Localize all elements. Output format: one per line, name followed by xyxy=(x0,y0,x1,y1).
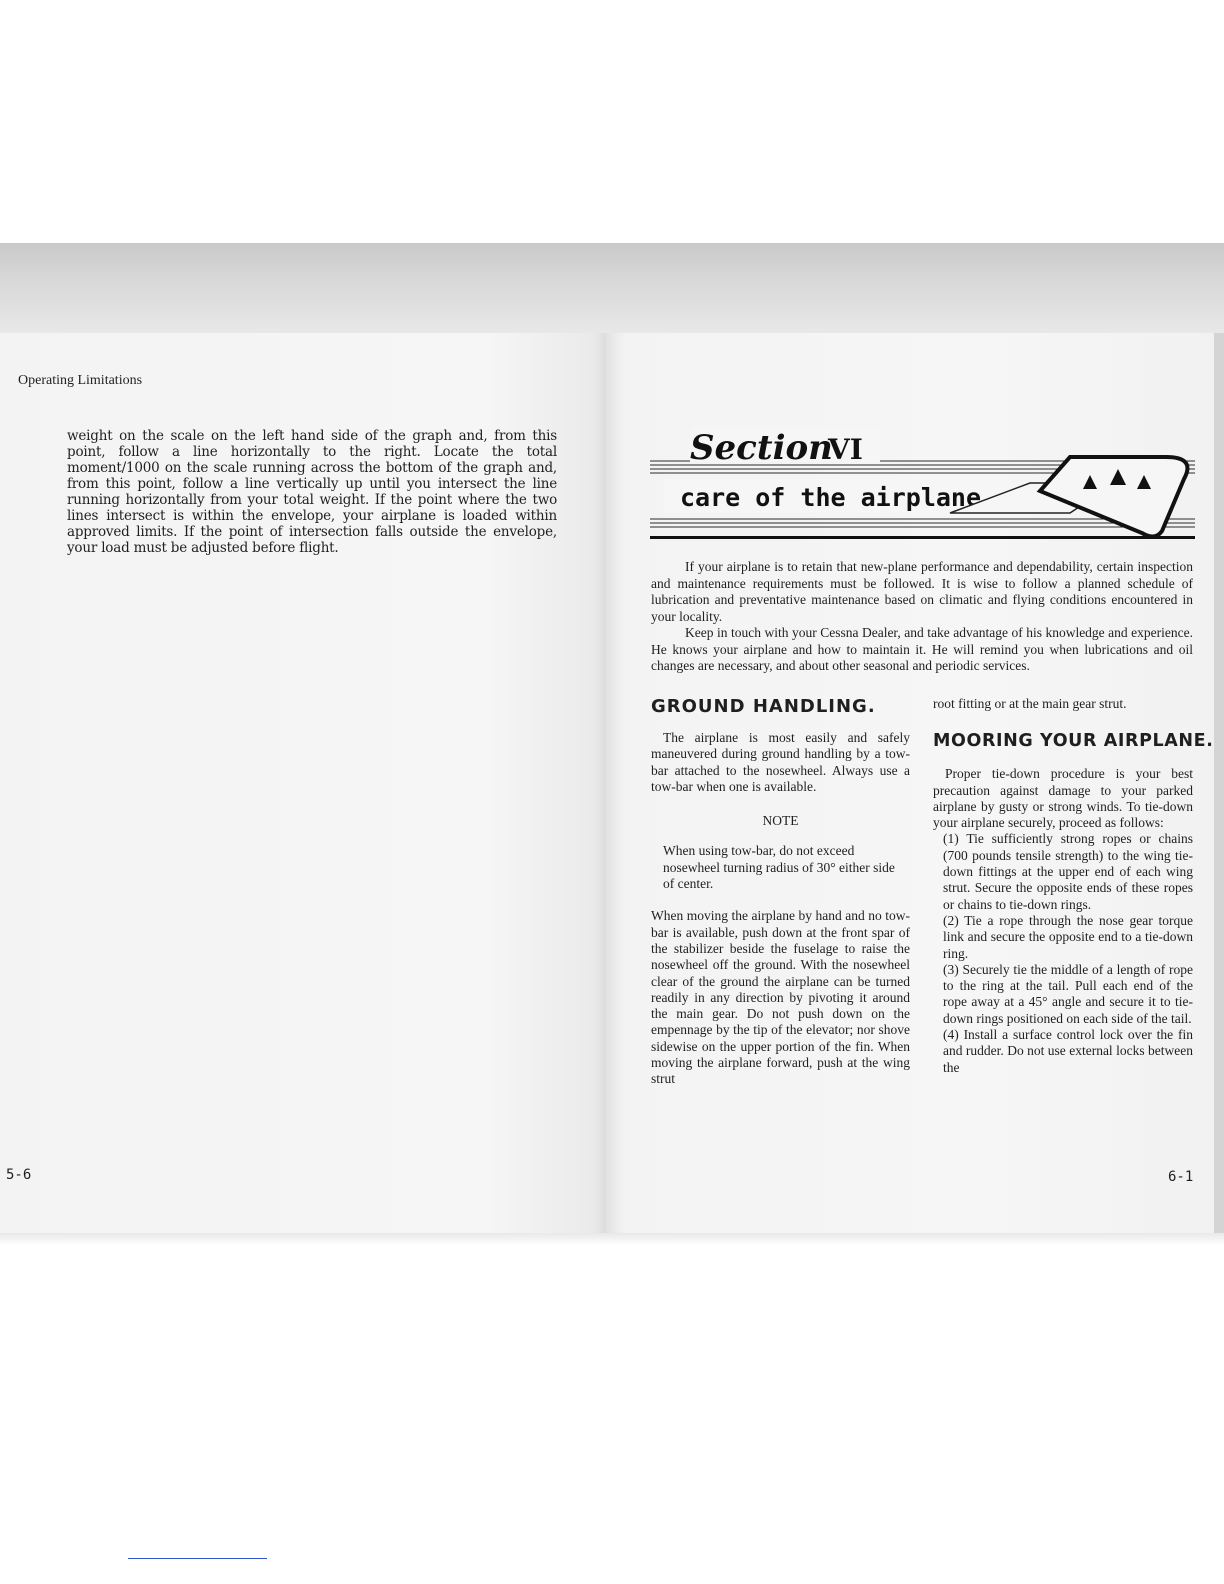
mooring-heading: MOORING YOUR AIRPLANE. xyxy=(933,731,1214,752)
scanned-spread xyxy=(0,243,1224,1245)
section-numeral: VI xyxy=(828,433,863,466)
mooring-step: (2) Tie a rope through the nose gear torque link and secure the opposite end to a tie-down ring. xyxy=(943,912,1193,961)
page-number-left: 5-6 xyxy=(6,1167,32,1183)
section-script: Section xyxy=(690,428,833,468)
section-banner xyxy=(650,423,1198,543)
section-title: care of the airplane xyxy=(680,483,982,512)
intro-paragraph: Keep in touch with your Cessna Dealer, and take advantage of his knowledge and experience. He knows your airplane and how to maintain it. He will remind you when lubrications and oil changes are necessary, and about other seasonal and periodic services. xyxy=(651,625,1193,673)
running-head: Operating Limitations xyxy=(18,373,143,388)
loading-instructions-paragraph: weight on the scale on the left hand side of the graph and, from this point, follow a line horizontally to the right. Locate the total moment/1000 on the scale running across the bottom of the graph and, from this point, follow a line vertically up until you intersect the line running horizontally from your total weight. If the point where the two lines intersect is within the envelope, your airplane is loaded within approved limits. If the point of intersection falls outside the envelope, your load must be adjusted before flight. xyxy=(67,428,557,556)
stray-blue-line xyxy=(128,1558,267,1559)
ground-handling-continuation: root fitting or at the main gear strut. xyxy=(933,696,1127,711)
scan-right-edge xyxy=(1214,333,1224,1238)
mooring-step: (3) Securely tie the middle of a length of rope to the ring at the tail. Pull each end of the rope away at a 45° angle and secure it to tie-down rings positioned on each side of the tail. xyxy=(943,961,1193,1026)
scan-top-shadow xyxy=(0,243,1224,338)
note-title: NOTE xyxy=(762,813,799,829)
scan-bottom-edge xyxy=(0,1233,1224,1245)
hand-moving-paragraph: When moving the airplane by hand and no tow-bar is available, push down at the front spar of the stabilizer beside the fuselage to raise the nosewheel off the ground. With the nosewheel clear of the ground the airplane can be turned readily in any direction by pivoting it around the main gear. Do not push down on the empennage by the tip of the elevator; nor shove sidewise on the upper portion of the fin. When moving the airplane forward, push at the wing strut xyxy=(651,908,910,1087)
section-intro xyxy=(651,559,1193,675)
intro-paragraph: If your airplane is to retain that new-plane performance and dependability, certain inspection and maintenance requirements must be followed. It is wise to follow a planned schedule of lubrication and preventative maintenance based on climatic and flying conditions encountered in your locality. xyxy=(651,559,1193,624)
mooring-step: (1) Tie sufficiently strong ropes or chains (700 pounds tensile strength) to the wing tie-down fittings at the upper end of each wing strut. Secure the opposite ends of these ropes or chains to tie-down rings. xyxy=(943,831,1193,912)
ground-handling-column xyxy=(651,696,910,1088)
banner-underline xyxy=(650,536,1195,539)
mooring-intro: Proper tie-down procedure is your best precaution against damage to your parked airplane by gusty or strong winds. To tie-down your airplane securely, proceed as follows: xyxy=(933,766,1193,831)
mooring-step: (4) Install a surface control lock over the fin and rudder. Do not use external locks between the xyxy=(943,1027,1193,1075)
ground-handling-paragraph: The airplane is most easily and safely maneuvered during ground handling by a tow-bar attached to the nosewheel. Always use a tow-bar when one is available. xyxy=(651,730,910,794)
page-number-right: 6-1 xyxy=(1168,1169,1194,1185)
note-body: When using tow-bar, do not exceed nosewheel turning radius of 30° either side of center. xyxy=(663,843,895,892)
ground-handling-heading: GROUND HANDLING. xyxy=(651,696,876,717)
mooring-column xyxy=(933,696,1214,1076)
